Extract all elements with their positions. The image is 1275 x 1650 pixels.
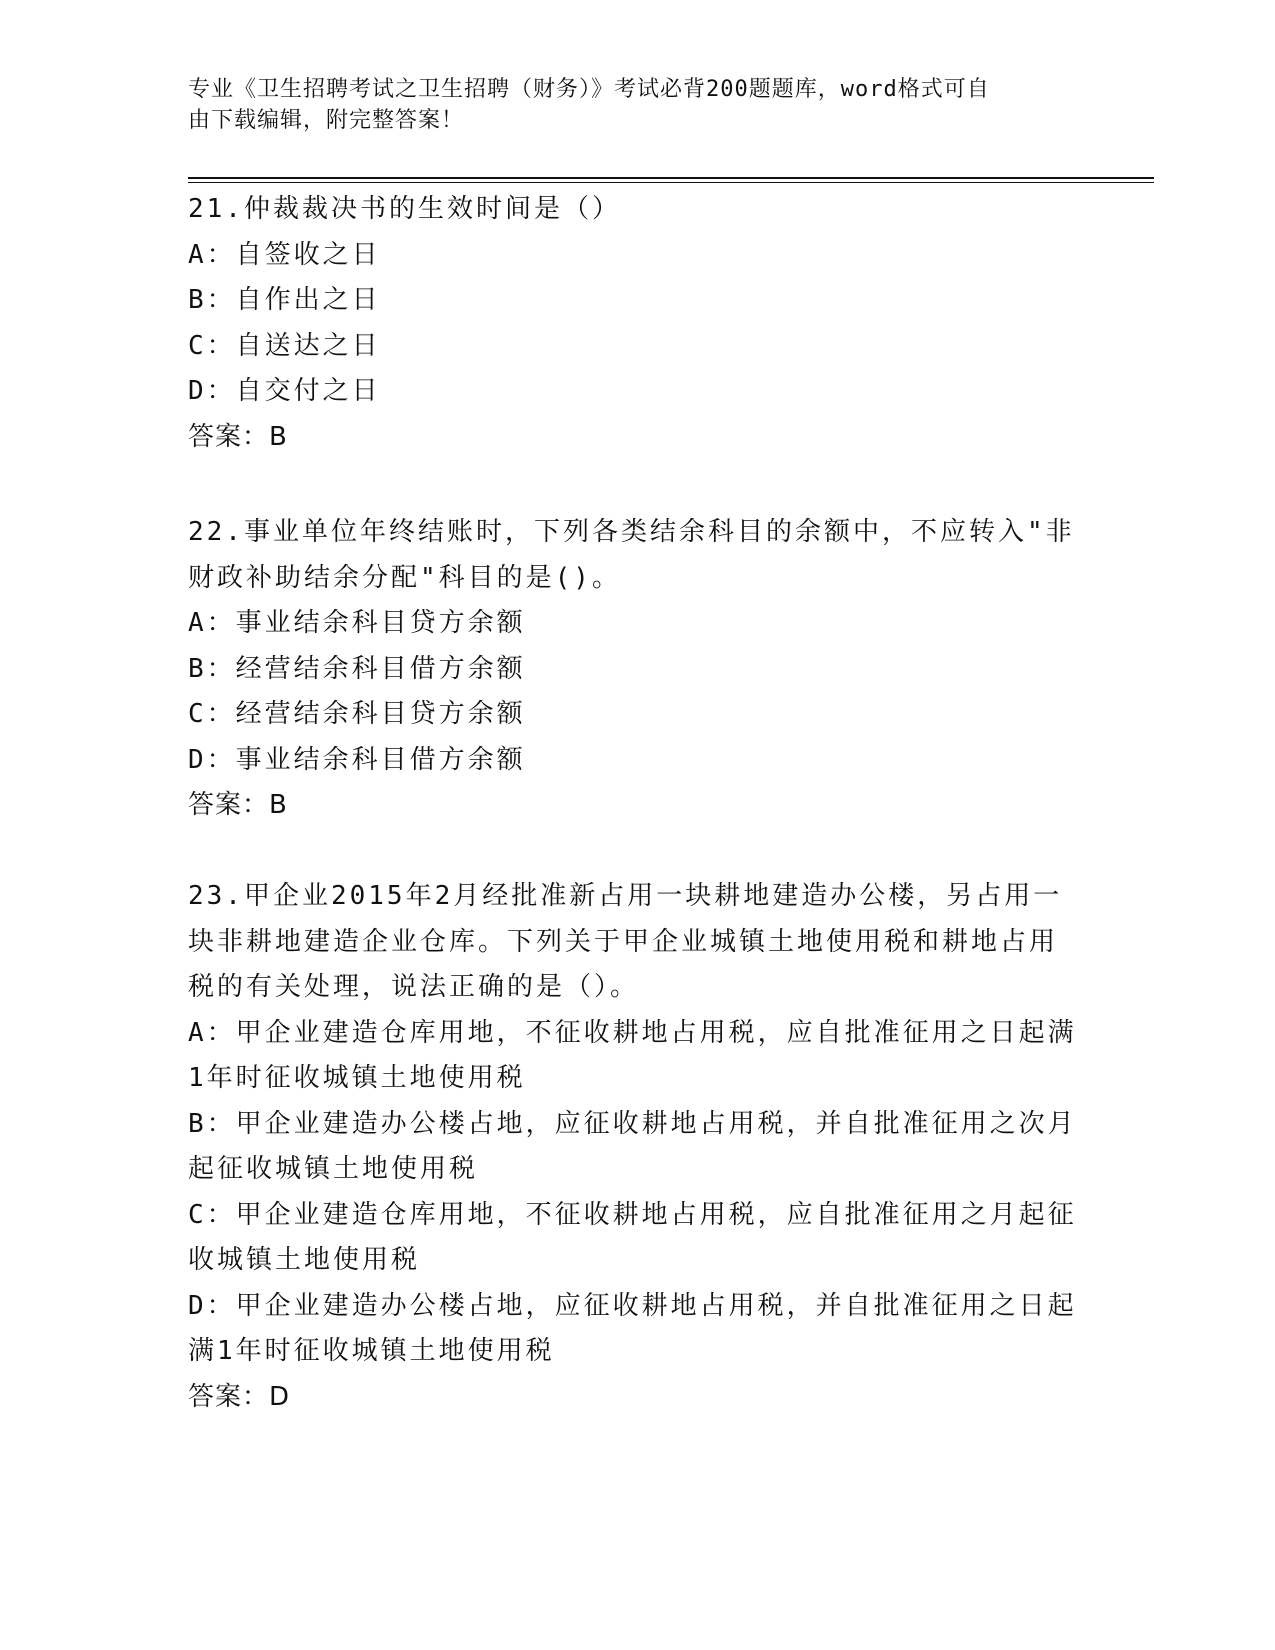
question-stem: 块非耕地建造企业仓库。下列关于甲企业城镇土地使用税和耕地占用 <box>188 926 1059 957</box>
question-stem: 21.仲裁裁决书的生效时间是（） <box>188 194 621 224</box>
answer-label: 答案：D <box>188 1381 291 1412</box>
document-header <box>188 74 1078 136</box>
option-c: C：自送达之日 <box>188 330 381 361</box>
option-b: B：经营结余科目借方余额 <box>188 653 526 684</box>
option-b: B：自作出之日 <box>188 285 381 315</box>
question-23 <box>188 874 1078 1420</box>
header-divider-thin <box>188 182 1154 183</box>
question-stem: 财政补助结余分配"科目的是()。 <box>188 562 621 593</box>
answer-label: 答案：B <box>188 421 288 452</box>
option-d: D：事业结余科目借方余额 <box>188 744 526 775</box>
option-d: D：自交付之日 <box>188 376 381 406</box>
option-c: C：甲企业建造仓库用地，不征收耕地占用税，应自批准征用之月起征 <box>188 1199 1077 1230</box>
option-a: A：事业结余科目贷方余额 <box>188 608 526 638</box>
option-a: A：甲企业建造仓库用地，不征收耕地占用税，应自批准征用之日起满 <box>188 1017 1077 1048</box>
question-stem: 税的有关处理，说法正确的是（）。 <box>188 972 640 1002</box>
option-c-continued: 收城镇土地使用税 <box>188 1245 421 1275</box>
header-divider <box>188 177 1154 179</box>
answer-label: 答案：B <box>188 790 288 820</box>
header-line: 由下载编辑，附完整答案！ <box>188 108 465 133</box>
question-21 <box>188 187 1078 460</box>
option-c: C：经营结余科目贷方余额 <box>188 699 526 729</box>
option-d: D：甲企业建造办公楼占地，应征收耕地占用税，并自批准征用之日起 <box>188 1290 1077 1321</box>
question-stem: 23.甲企业2015年2月经批准新占用一块耕地建造办公楼，另占用一 <box>188 881 1063 911</box>
option-b: B：甲企业建造办公楼占地，应征收耕地占用税，并自批准征用之次月 <box>188 1108 1077 1139</box>
option-a-continued: 1年时征收城镇土地使用税 <box>188 1063 526 1093</box>
option-b-continued: 起征收城镇土地使用税 <box>188 1154 479 1184</box>
option-d-continued: 满1年时征收城镇土地使用税 <box>188 1336 555 1366</box>
header-line: 专业《卫生招聘考试之卫生招聘（财务）》考试必背200题题库，word格式可自 <box>188 77 990 102</box>
question-stem: 22.事业单位年终结账时，下列各类结余科目的余额中，不应转入"非 <box>188 517 1075 547</box>
question-22 <box>188 510 1078 829</box>
option-a: A：自签收之日 <box>188 239 381 270</box>
